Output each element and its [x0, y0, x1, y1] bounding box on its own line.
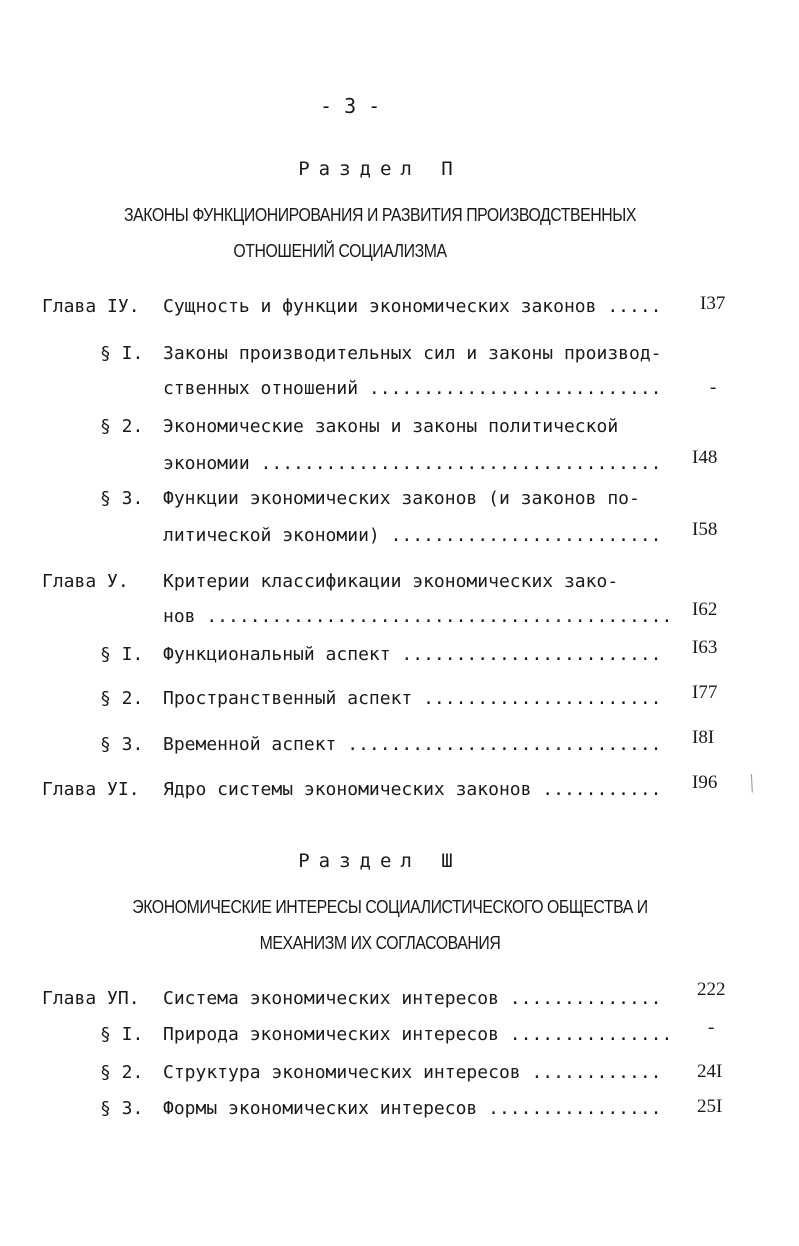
section-title: Раздел Ш: [298, 850, 462, 872]
page-ref: I62: [692, 599, 718, 620]
entry-title-cont: экономии .....................................: [163, 453, 662, 474]
page-ref: I8I: [692, 727, 715, 748]
page-ref: -: [708, 1017, 715, 1038]
entry-title: Пространственный аспект ......................: [163, 688, 662, 709]
chapter-label: Глава УП.: [42, 988, 140, 1009]
page-ref: I37: [700, 293, 726, 314]
entry-title: Критерии классификации экономических зако-: [163, 571, 619, 592]
paragraph-label: § I.: [100, 644, 144, 665]
entry-title: Законы производительных сил и законы производ-: [163, 343, 662, 364]
page-ref: 24I: [697, 1061, 723, 1082]
entry-title: Формы экономических интересов ................: [163, 1098, 662, 1119]
page-ref: I96: [692, 772, 718, 793]
section-heading-line: ЭКОНОМИЧЕСКИЕ ИНТЕРЕСЫ СОЦИАЛИСТИЧЕСКОГО ОБЩЕСТВА И: [132, 897, 648, 917]
paragraph-label: § 2.: [100, 1062, 144, 1083]
page-ref: I48: [692, 447, 718, 468]
chapter-label: Глава IУ.: [42, 296, 140, 317]
page-number: - 3 -: [320, 94, 381, 118]
paragraph-label: § I.: [100, 343, 144, 364]
paragraph-label: § 3.: [100, 488, 144, 509]
entry-title-cont: литической экономии) .........................: [163, 525, 662, 546]
section-title: Раздел П: [298, 158, 462, 180]
paragraph-label: § I.: [100, 1024, 144, 1045]
paragraph-label: § 2.: [100, 416, 144, 437]
scan-mark-icon: ╱: [744, 774, 760, 794]
entry-title: Ядро системы экономических законов ...........: [163, 779, 662, 800]
entry-title: Сущность и функции экономических законов .....: [163, 296, 662, 317]
entry-title: Природа экономических интересов ...............: [163, 1024, 673, 1045]
entry-title: Структура экономических интересов ............: [163, 1062, 662, 1083]
entry-title: Временной аспект .............................: [163, 734, 662, 755]
page-ref: -: [710, 377, 717, 398]
section-heading-line: ЗАКОНЫ ФУНКЦИОНИРОВАНИЯ И РАЗВИТИЯ ПРОИЗВОДСТВЕННЫХ: [124, 205, 636, 225]
chapter-label: Глава УI.: [42, 779, 140, 800]
paragraph-label: § 3.: [100, 1098, 144, 1119]
section-heading-line: ОТНОШЕНИЙ СОЦИАЛИЗМА: [233, 241, 447, 261]
page-ref: I63: [692, 637, 718, 658]
entry-title-cont: нов ...........................................: [163, 606, 673, 627]
entry-title-cont: ственных отношений ...........................: [163, 378, 662, 399]
section-heading-line: МЕХАНИЗМ ИХ СОГЛАСОВАНИЯ: [259, 933, 501, 953]
page-ref: I77: [692, 682, 718, 703]
chapter-label: Глава У.: [42, 571, 129, 592]
entry-title: Система экономических интересов ..............: [163, 988, 662, 1009]
page-ref: 222: [697, 979, 726, 1000]
paragraph-label: § 3.: [100, 734, 144, 755]
entry-title: Экономические законы и законы политической: [163, 416, 619, 437]
paragraph-label: § 2.: [100, 688, 144, 709]
entry-title: Функции экономических законов (и законов по-: [163, 488, 640, 509]
page-ref: I58: [692, 519, 718, 540]
page-ref: 25I: [697, 1096, 723, 1117]
entry-title: Функциональный аспект ........................: [163, 644, 662, 665]
